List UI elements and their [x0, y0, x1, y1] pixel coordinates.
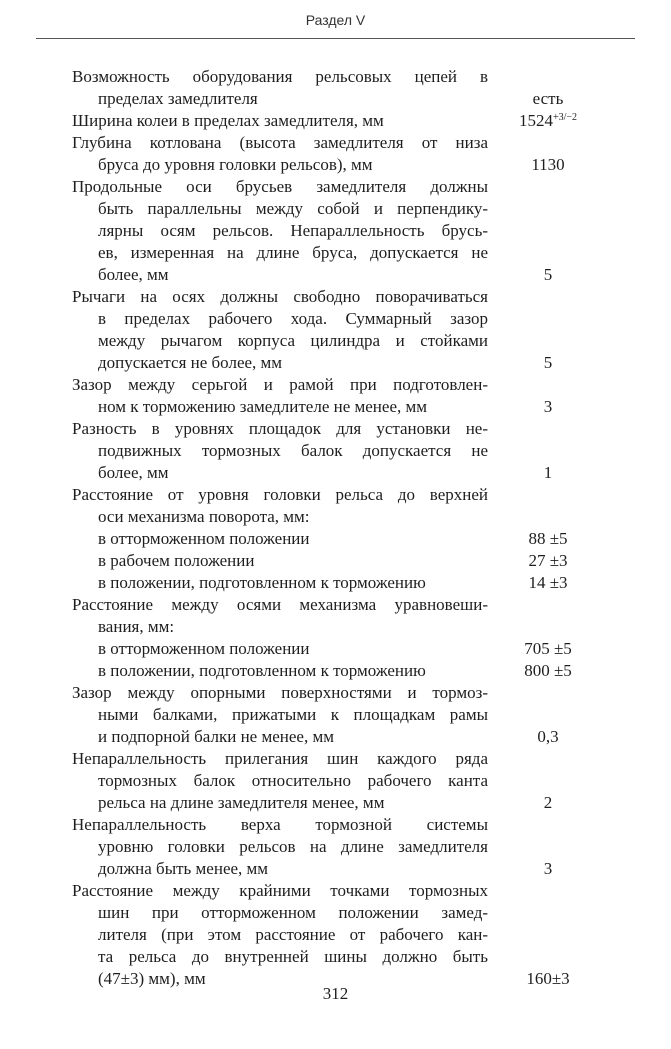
spec-line: Возможность оборудования рельсовых цепей в	[72, 67, 488, 86]
spec-line: Непараллельность прилегания шин каждого ряда	[72, 749, 488, 768]
spec-line: Непараллельность верха тормозной системы	[72, 815, 488, 834]
spec-line: пределах замедлителя	[98, 89, 258, 108]
spec-item	[72, 682, 598, 748]
spec-value-number: 160±3	[526, 969, 570, 988]
spec-line: лителя (при этом расстояние от рабочего кан-	[98, 925, 488, 944]
spec-value-number: 5	[543, 265, 553, 284]
spec-line: рельса на длине замедлителя менее, мм	[98, 793, 385, 812]
spec-line: вания, мм:	[98, 617, 175, 636]
spec-value-number: 2	[543, 793, 553, 812]
spec-line: Продольные оси брусьев замедлителя должны	[72, 177, 488, 196]
spec-line: бруса до уровня головки рельсов), мм	[98, 155, 373, 174]
spec-value	[498, 462, 598, 484]
spec-line: Ширина колеи в пределах замедлителя, мм	[72, 111, 384, 130]
spec-value	[498, 352, 598, 374]
spec-line: Глубина котлована (высота замедлителя от низа	[72, 133, 488, 152]
spec-value	[498, 154, 598, 176]
spec-value-number: 3	[543, 397, 553, 416]
spec-item	[72, 110, 598, 132]
spec-item-text	[72, 484, 598, 528]
spec-line: подвижных тормозных балок допускается не	[98, 441, 488, 460]
section-header: Раздел V	[305, 12, 366, 28]
spec-item	[72, 176, 598, 286]
spec-list	[72, 66, 598, 990]
spec-line: более, мм	[98, 265, 169, 284]
spec-line: Рычаги на осях должны свободно поворачиваться	[72, 287, 488, 306]
spec-subitem-label: в положении, подготовленном к торможению	[98, 573, 426, 592]
spec-line: тормозных балок относительно рабочего канта	[98, 771, 488, 790]
spec-value-tolerance: +3/−2	[552, 112, 578, 123]
spec-subitem-value: 27 ±3	[528, 551, 568, 570]
spec-subitem-label: в отторможенном положении	[98, 639, 310, 658]
spec-value-number: 5	[543, 353, 553, 372]
spec-item	[72, 286, 598, 374]
spec-line: между рычагом корпуса цилиндра и стойками	[98, 331, 488, 350]
spec-line: должна быть менее, мм	[98, 859, 269, 878]
spec-line: ев, измеренная на длине бруса, допускается не	[98, 243, 488, 262]
spec-line: ными балками, прижатыми к площадкам рамы	[98, 705, 488, 724]
spec-item	[72, 418, 598, 484]
spec-value	[498, 264, 598, 286]
spec-line: оси механизма поворота, мм:	[98, 507, 310, 526]
spec-value-number: 1	[543, 463, 553, 482]
spec-line: уровню головки рельсов на длине замедлителя	[98, 837, 488, 856]
page-number: 312	[322, 984, 349, 1003]
spec-value	[498, 792, 598, 814]
spec-line: Зазор между опорными поверхностями и тормоз-	[72, 683, 488, 702]
spec-subitem-label: в положении, подготовленном к торможению	[98, 661, 426, 680]
spec-subitem	[72, 550, 598, 572]
spec-subitem-value: 14 ±3	[528, 573, 568, 592]
spec-subitem	[72, 528, 598, 550]
spec-value	[498, 858, 598, 880]
spec-subitem-label: в рабочем положении	[98, 551, 255, 570]
spec-value-number: 1130	[531, 155, 565, 174]
spec-line: допускается не более, мм	[98, 353, 283, 372]
spec-value	[498, 396, 598, 418]
spec-subitem	[72, 660, 598, 682]
spec-line: та рельса до внутренней шины должно быть	[98, 947, 488, 966]
spec-subitem	[72, 572, 598, 594]
spec-item	[72, 66, 598, 110]
spec-item	[72, 814, 598, 880]
spec-subitem-label: в отторможенном положении	[98, 529, 310, 548]
spec-value	[498, 110, 598, 132]
spec-line: Расстояние между крайними точками тормозных	[72, 881, 488, 900]
spec-subitem	[72, 638, 598, 660]
spec-line: ном к торможению замедлителе не менее, мм	[98, 397, 428, 416]
spec-line: в пределах рабочего хода. Суммарный зазор	[98, 309, 488, 328]
spec-value-number: 3	[543, 859, 553, 878]
spec-value	[498, 88, 598, 110]
spec-item	[72, 748, 598, 814]
spec-line: быть параллельны между собой и перпендику-	[98, 199, 488, 218]
spec-line: шин при отторможенном положении замед-	[98, 903, 488, 922]
spec-line: Зазор между серьгой и рамой при подготовлен-	[72, 375, 488, 394]
spec-value-number: есть	[532, 89, 564, 108]
spec-item	[72, 594, 598, 638]
spec-line: Расстояние между осями механизма уравновеши-	[72, 595, 488, 614]
spec-line: (47±3) мм), мм	[98, 969, 206, 988]
spec-item-text	[72, 594, 598, 638]
spec-item	[72, 374, 598, 418]
spec-value	[498, 726, 598, 748]
spec-item	[72, 880, 598, 990]
spec-subitem-value: 88 ±5	[528, 529, 568, 548]
header-rule	[36, 38, 635, 39]
spec-line: лярны осям рельсов. Непараллельность брусь-	[98, 221, 488, 240]
spec-line: и подпорной балки не менее, мм	[98, 727, 334, 746]
spec-line: Разность в уровнях площадок для установки не-	[72, 419, 488, 438]
spec-value-number: 0,3	[537, 727, 559, 746]
spec-line: более, мм	[98, 463, 169, 482]
spec-subitem-value: 800 ±5	[524, 661, 572, 680]
spec-item	[72, 132, 598, 176]
spec-line: Расстояние от уровня головки рельса до верхней	[72, 485, 488, 504]
spec-item	[72, 484, 598, 528]
spec-value-number: 1524	[518, 111, 553, 130]
spec-subitem-value: 705 ±5	[524, 639, 572, 658]
